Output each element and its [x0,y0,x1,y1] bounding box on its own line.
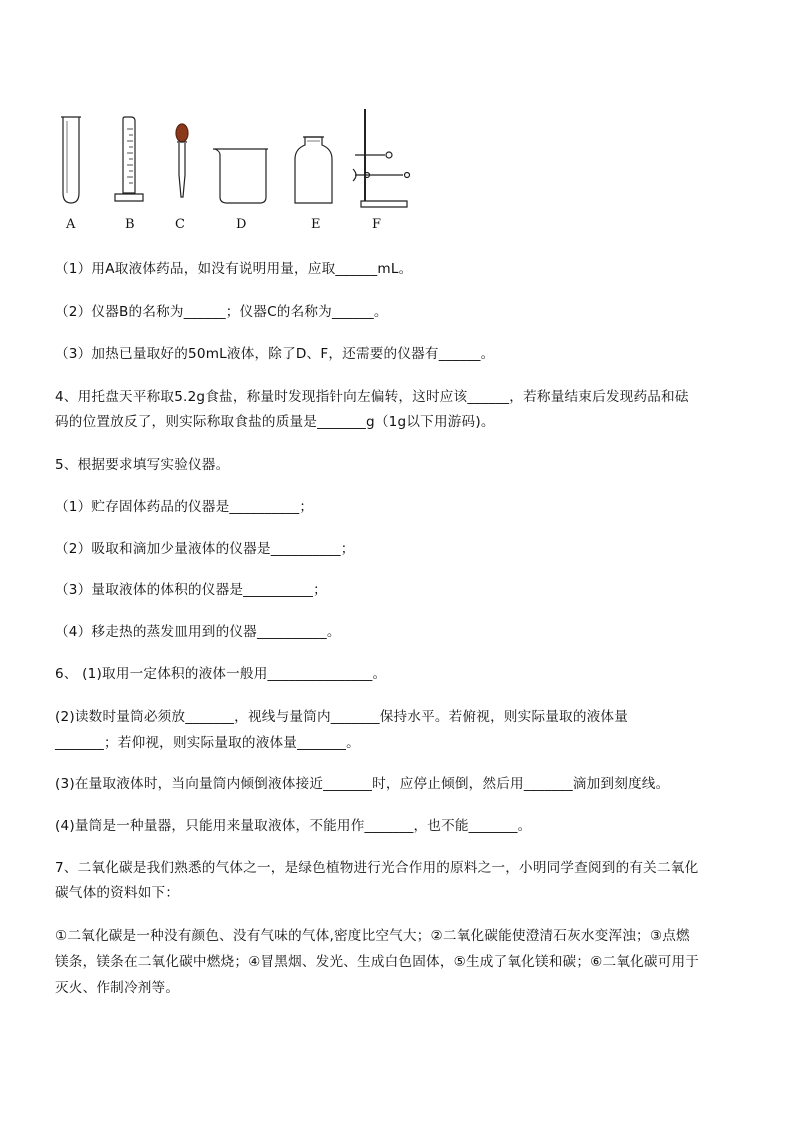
q3-part-1: （1）用A取液体药品，如没有说明用量，应取______mL。 [55,261,413,277]
dropper-icon [176,124,188,197]
lab-apparatus-figure [55,105,425,235]
apparatus-label-d: D [236,217,247,232]
q4-line-2: 码的位置放反了，则实际称取食盐的质量是_______g（1g以下用游码)。 [55,414,495,430]
apparatus-drawing [55,105,425,215]
q7-line-1: 7、二氧化碳是我们熟悉的气体之一，是绿色植物进行光合作用的原料之一，小明同学查阅到的有关二氧化 [55,860,699,876]
reagent-bottle-icon [295,137,332,203]
q7-line-2: 碳气体的资料如下： [55,885,180,901]
q7-info-line-3: 灭火、作制冷剂等。 [55,980,180,996]
apparatus-label-e: E [311,217,321,232]
q6-part-2-line-1: (2)读数时量筒必须放_______，视线与量筒内_______保持水平。若俯视，则实际量取的液体量 [55,709,629,725]
iron-stand-icon [353,109,410,207]
q6-part-2-line-2: _______；若仰视，则实际量取的液体量_______。 [55,735,360,751]
q5-part-1: （1）贮存固体药品的仪器是__________； [55,499,314,515]
q5-part-3: （3）量取液体的体积的仪器是__________； [55,582,327,598]
q3-part-3: （3）加热已量取好的50mL液体，除了D、F，还需要的仪器有______。 [55,346,495,362]
q5-part-4: （4）移走热的蒸发皿用到的仪器__________。 [55,624,341,640]
q7-info-line-1: ①二氧化碳是一种没有颜色、没有气味的气体,密度比空气大；②二氧化碳能使澄清石灰水变浑浊；③点燃 [55,928,690,944]
q3-part-2: （2）仪器B的名称为______；仪器C的名称为______。 [55,304,388,320]
q6-part-4: (4)量筒是一种量器，只能用来量取液体，不能用作_______，也不能_______。 [55,818,532,834]
graduated-cylinder-icon [115,117,143,201]
beaker-icon [213,149,268,203]
apparatus-label-c: C [175,217,185,232]
apparatus-label-a: A [66,217,76,232]
q6-part-3: (3)在量取液体时，当向量筒内倾倒液体接近_______时，应停止倾倒，然后用_______滴加到刻度线。 [55,776,670,792]
q5-part-2: （2）吸取和滴加少量液体的仪器是__________； [55,541,355,557]
q5-title: 5、根据要求填写实验仪器。 [55,457,230,473]
q6-part-1: 6、 (1)取用一定体积的液体一般用_______________。 [55,666,387,682]
q7-info-line-2: 镁条，镁条在二氧化碳中燃烧；④冒黑烟、发光、生成白色固体，⑤生成了氧化镁和碳；⑥二氧化碳可用于 [55,954,700,970]
apparatus-label-f: F [372,217,382,232]
test-tube-icon [61,117,81,203]
q4-line-1: 4、用托盘天平称取5.2g食盐，称量时发现指针向左偏转，这时应该______，若称量结束后发现药品和砝 [55,389,689,405]
apparatus-label-b: B [125,217,135,232]
